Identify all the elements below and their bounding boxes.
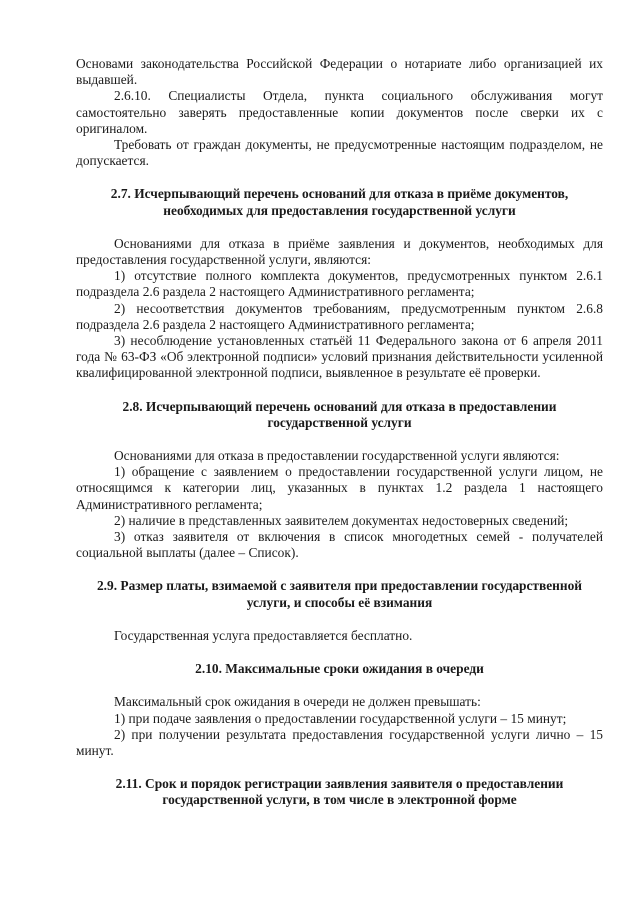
list-item: 2) наличие в представленных заявителем документах недостоверных сведений;: [114, 512, 569, 528]
heading-line: государственной услуги: [267, 414, 412, 430]
paragraph-2-6-10: 2.6.10. Специалисты Отдела, пункта социального обслуживания могут самостоятельно заверять предоставленные копии документов после сверки их с оригиналом.: [76, 88, 603, 136]
section-lead-2-8: Основаниями для отказа в предоставлении государственной услуги являются:: [114, 448, 560, 464]
paragraph-requirement: Требовать от граждан документы, не предусмотренные настоящим подразделом, не допускается.: [76, 137, 603, 169]
list-item: 2) несоответствия документов требованиям, предусмотренным пунктом 2.6.8 подраздела 2.6 раздела 2 настоящего Административного регламента;: [76, 300, 603, 332]
section-lead-2-7: Основаниями для отказа в приёме заявления и документов, необходимых для предоставления государственной услуги, являются:: [76, 235, 603, 268]
list-item: 3) отказ заявителя от включения в список многодетных семей - получателей социальной выплаты (далее – Список).: [76, 529, 603, 561]
heading-line: 2.10. Максимальные сроки ожидания в очереди: [195, 661, 484, 677]
list-item: 3) несоблюдение установленных статьёй 11 Федерального закона от 6 апреля 2011 года № 63-ФЗ «Об электронной подписи» условий признания действительности усиленной квалифицированной электронной подписи, выявленное в результате её проверки.: [76, 333, 603, 381]
section-heading-2-8: [76, 399, 603, 431]
section-heading-2-7: [76, 186, 603, 218]
list-item: 2) при получении результата предоставления государственной услуги лично – 15 минут.: [76, 726, 603, 758]
list-item: 1) обращение с заявлением о предоставлении государственной услуги лицом, не относящимся к категории лиц, указанных в пунктах 1.2 раздела 1 настоящего Административного регламента;: [76, 464, 603, 512]
section-text-2-9: Государственная услуга предоставляется бесплатно.: [114, 627, 413, 643]
heading-line: государственной услуги, в том числе в электронной форме: [162, 792, 517, 808]
heading-line: 2.8. Исчерпывающий перечень оснований для отказа в предоставлении: [122, 398, 557, 414]
section-lead-2-10: Максимальный срок ожидания в очереди не должен превышать:: [114, 694, 481, 710]
section-heading-2-9: [76, 578, 603, 610]
heading-line: необходимых для предоставления государственной услуги: [163, 202, 516, 218]
section-heading-2-11: [76, 776, 603, 808]
list-item: 1) при подаче заявления о предоставлении государственной услуги – 15 минут;: [114, 710, 567, 726]
heading-line: 2.11. Срок и порядок регистрации заявления заявителя о предоставлении: [115, 776, 564, 792]
heading-line: 2.7. Исчерпывающий перечень оснований для отказа в приёме документов,: [110, 186, 569, 202]
heading-line: 2.9. Размер платы, взимаемой с заявителя при предоставлении государственной: [96, 578, 583, 594]
section-heading-2-10: [76, 661, 603, 677]
paragraph-intro: Основами законодательства Российской Федерации о нотариате либо организацией их выдавшей.: [76, 56, 603, 88]
list-item: 1) отсутствие полного комплекта документов, предусмотренных пунктом 2.6.1 подраздела 2.6 раздела 2 настоящего Административного регламента;: [76, 268, 603, 300]
heading-line: услуги, и способы её взимания: [246, 594, 433, 610]
